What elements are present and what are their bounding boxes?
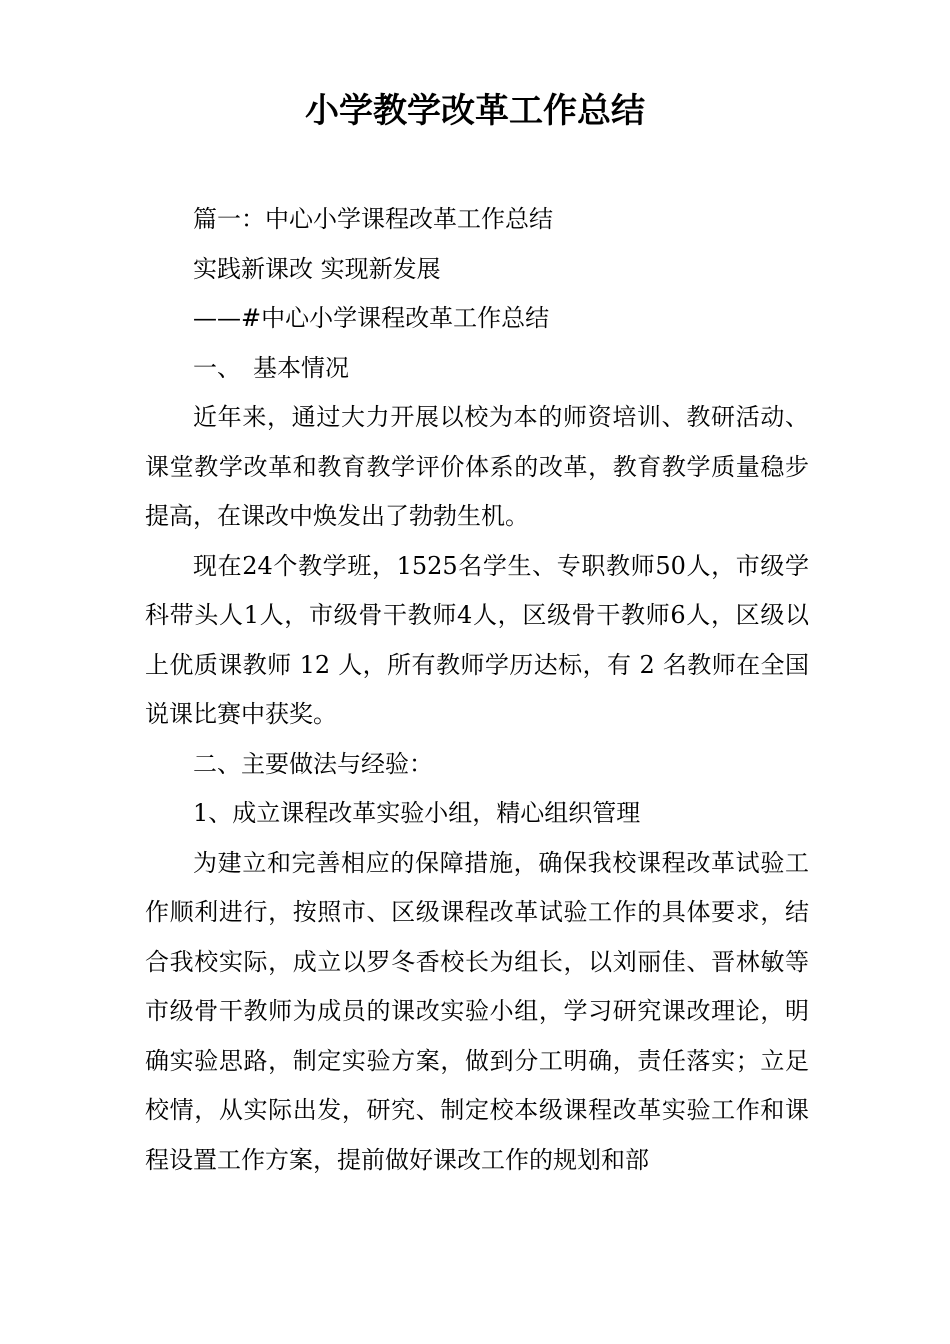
document-title: 小学教学改革工作总结 — [305, 91, 645, 131]
paragraph-item-1: 为建立和完善相应的保障措施，确保我校课程改革试验工作顺利进行，按照市、区级课程改革试验工作的具体要求，结合我校实际，成立以罗冬香校长为组长，以刘丽佳、晋林敏等市级骨干教师为成员的课改实验小组，学习研究课改理论，明确实验思路，制定实验方案，做到分工明确，责任落实；立足校情，从实际出发，研究、制定校本级课程改革实验工作和课程设置工作方案，提前做好课改工作的规划和部 — [145, 848, 809, 1174]
subtitle: 实践新课改 实现新发展 — [193, 254, 441, 283]
subtitle-line: ——#中心小学课程改革工作总结 — [193, 304, 550, 332]
paragraph-statistics: 现在24个教学班，1525名学生、专职教师50人，市级学科带头人1人，市级骨干教师4人，区级骨干教师6人，区级以上优质课教师 12 人，所有教师学历达标，有 2 名教师在全国说课比赛中获奖。 — [145, 551, 809, 728]
paragraph-intro: 近年来，通过大力开展以校为本的师资培训、教研活动、课堂教学改革和教育教学评价体系的改革，教育教学质量稳步提高，在课改中焕发出了勃勃生机。 — [145, 403, 809, 530]
section-heading: 篇一：中心小学课程改革工作总结 — [193, 205, 553, 233]
heading-methods: 二、主要做法与经验： — [193, 749, 433, 778]
heading-basic-situation: 一、 基本情况 — [193, 353, 349, 382]
heading-item-1: 1、成立课程改革实验小组，精心组织管理 — [193, 799, 641, 827]
document-body — [145, 195, 809, 1185]
